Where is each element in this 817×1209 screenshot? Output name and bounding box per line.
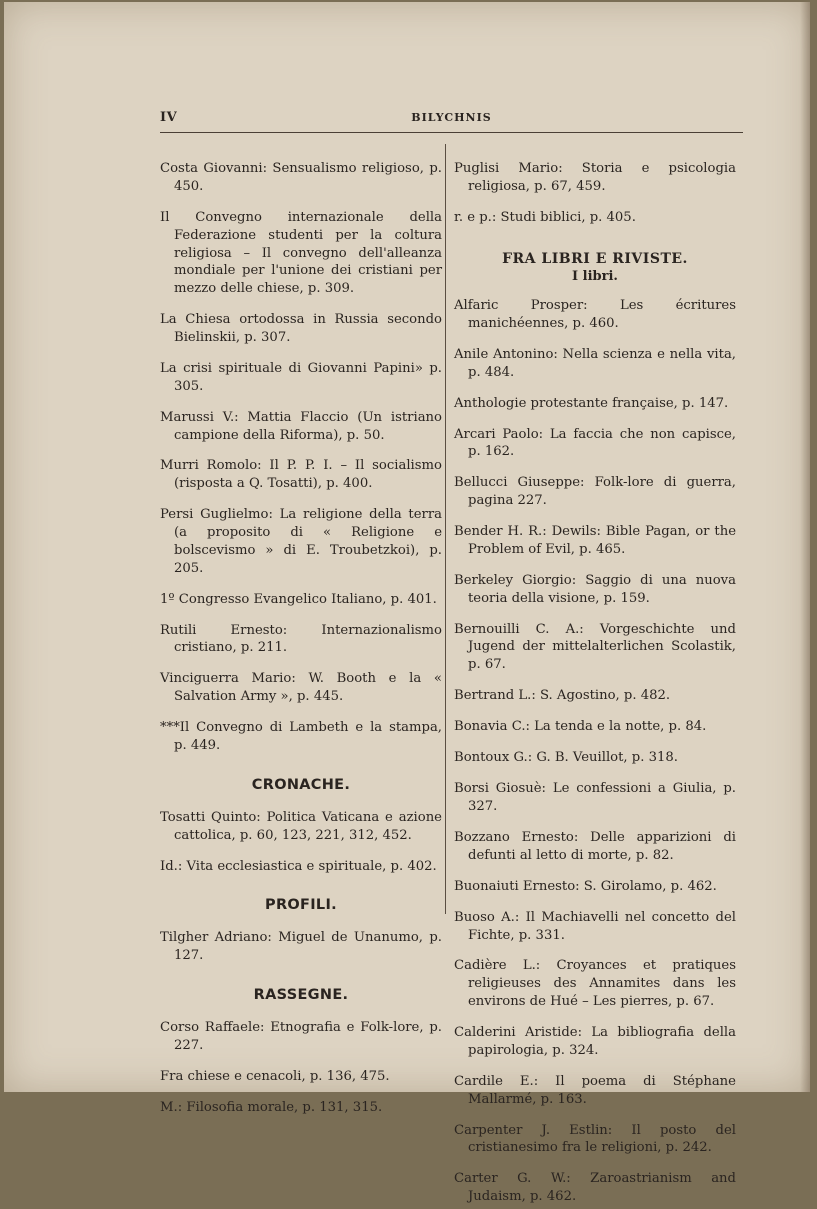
index-entry: Bernouilli C. A.: Vorgeschichte und Jugend der mittelalterlichen Scolastik, p. 67. bbox=[454, 621, 736, 673]
index-entry: Cadière L.: Croyances et pratiques religieuses des Annamites dans les environs de Hué – Les pierres, p. 67. bbox=[454, 958, 736, 1010]
index-entry: Il Convegno internazionale della Federazione studenti per la coltura religiosa – Il convegno dell'alleanza mondiale per l'unione dei cristiani per mezzo delle chiese, p. 309. bbox=[160, 209, 442, 297]
page-number: IV bbox=[160, 110, 178, 125]
index-entry: Murri Romolo: Il P. P. I. – Il socialismo (risposta a Q. Tosatti), p. 400. bbox=[160, 458, 442, 492]
section-heading-rassegne: RASSEGNE. bbox=[253, 986, 349, 1003]
column-divider bbox=[445, 144, 446, 914]
index-entry: Tosatti Quinto: Politica Vaticana e azione cattolica, p. 60, 123, 221, 312, 452. bbox=[160, 809, 442, 843]
index-entry: Marussi V.: Mattia Flaccio (Un istriano campione della Riforma), p. 50. bbox=[160, 409, 442, 443]
index-entry: Arcari Paolo: La faccia che non capisce, p. 162. bbox=[454, 426, 736, 460]
index-entry: Id.: Vita ecclesiastica e spirituale, p. 402. bbox=[160, 858, 437, 874]
index-entry: La crisi spirituale di Giovanni Papini» p. 305. bbox=[160, 360, 442, 394]
index-entry: Calderini Aristide: La bibliografia della papirologia, p. 324. bbox=[454, 1025, 736, 1058]
right-column bbox=[454, 147, 736, 1209]
index-entry: Bonavia C.: La tenda e la notte, p. 84. bbox=[454, 719, 707, 735]
left-column bbox=[160, 147, 442, 1124]
index-entry: Tilgher Adriano: Miguel de Unanumo, p. 127. bbox=[160, 930, 442, 964]
index-entry: Bender H. R.: Dewils: Bible Pagan, or the Problem of Evil, p. 465. bbox=[454, 524, 736, 557]
index-entry: Anile Antonino: Nella scienza e nella vita, p. 484. bbox=[454, 346, 736, 380]
index-entry: Fra chiese e cenacoli, p. 136, 475. bbox=[160, 1068, 390, 1084]
index-entry: Carter G. W.: Zaroastrianism and Judaism, p. 462. bbox=[454, 1171, 736, 1205]
index-entry: Buonaiuti Ernesto: S. Girolamo, p. 462. bbox=[454, 878, 717, 894]
index-entry: Bellucci Giuseppe: Folk-lore di guerra, pagina 227. bbox=[454, 475, 736, 509]
index-entry: r. e p.: Studi biblici, p. 405. bbox=[454, 209, 636, 225]
header-rule bbox=[160, 132, 743, 133]
rassegne-list bbox=[160, 1019, 442, 1117]
running-head bbox=[160, 110, 743, 130]
section-heading-fra-libri: FRA LIBRI E RIVISTE. bbox=[502, 250, 688, 267]
page-edge-shadow bbox=[800, 2, 810, 1092]
subsection-heading-libri: I libri. bbox=[572, 268, 618, 284]
index-entry: Carpenter J. Estlin: Il posto del cristianesimo fra le religioni, p. 242. bbox=[454, 1122, 736, 1156]
cronache-list bbox=[160, 809, 442, 876]
index-entry: Bontoux G.: G. B. Veuillot, p. 318. bbox=[454, 750, 678, 766]
index-entry: Corso Raffaele: Etnografia e Folk-lore, p. 227. bbox=[160, 1019, 442, 1053]
index-entry: La Chiesa ortodossa in Russia secondo Bielinskii, p. 307. bbox=[160, 312, 442, 345]
index-entry: Alfaric Prosper: Les écritures manichéennes, p. 460. bbox=[454, 297, 736, 331]
index-entry: Berkeley Giorgio: Saggio di una nuova teoria della visione, p. 159. bbox=[454, 572, 736, 606]
index-entry: 1º Congresso Evangelico Italiano, p. 401. bbox=[160, 591, 437, 607]
index-entry: Costa Giovanni: Sensualismo religioso, p. 450. bbox=[160, 161, 442, 194]
index-entry: ***Il Convegno di Lambeth e la stampa, p. 449. bbox=[160, 720, 442, 753]
journal-title: BILYCHNIS bbox=[411, 111, 492, 124]
right-intro-list bbox=[454, 160, 736, 227]
index-entry: Anthologie protestante française, p. 147. bbox=[454, 395, 729, 411]
index-entry: Bertrand L.: S. Agostino, p. 482. bbox=[454, 688, 671, 704]
index-entry: Bozzano Ernesto: Delle apparizioni di defunti al letto di morte, p. 82. bbox=[454, 829, 736, 863]
section-heading-cronache: CRONACHE. bbox=[251, 776, 351, 793]
index-entry: Borsi Giosuè: Le confessioni a Giulia, p. 327. bbox=[454, 781, 736, 814]
libri-list bbox=[454, 297, 736, 1206]
index-entry: Rutili Ernesto: Internazionalismo cristiano, p. 211. bbox=[160, 622, 442, 656]
section-heading-profili: PROFILI. bbox=[265, 897, 337, 914]
index-entry: Buoso A.: Il Machiavelli nel concetto del Fichte, p. 331. bbox=[454, 909, 736, 943]
index-entry: Persi Guglielmo: La religione della terra (a proposito di « Religione e bolscevismo » di E. Troubetzkoi), p. 205. bbox=[160, 507, 442, 576]
index-entry: Vinciguerra Mario: W. Booth e la « Salvation Army », p. 445. bbox=[160, 671, 442, 705]
profili-list bbox=[160, 929, 442, 965]
index-entry: Cardile E.: Il poema di Stéphane Mallarmé, p. 163. bbox=[454, 1073, 736, 1107]
index-entry: M.: Filosofia morale, p. 131, 315. bbox=[160, 1099, 383, 1115]
left-intro-list bbox=[160, 160, 442, 755]
page bbox=[4, 2, 810, 1205]
index-entry: Puglisi Mario: Storia e psicologia religiosa, p. 67, 459. bbox=[454, 161, 736, 194]
